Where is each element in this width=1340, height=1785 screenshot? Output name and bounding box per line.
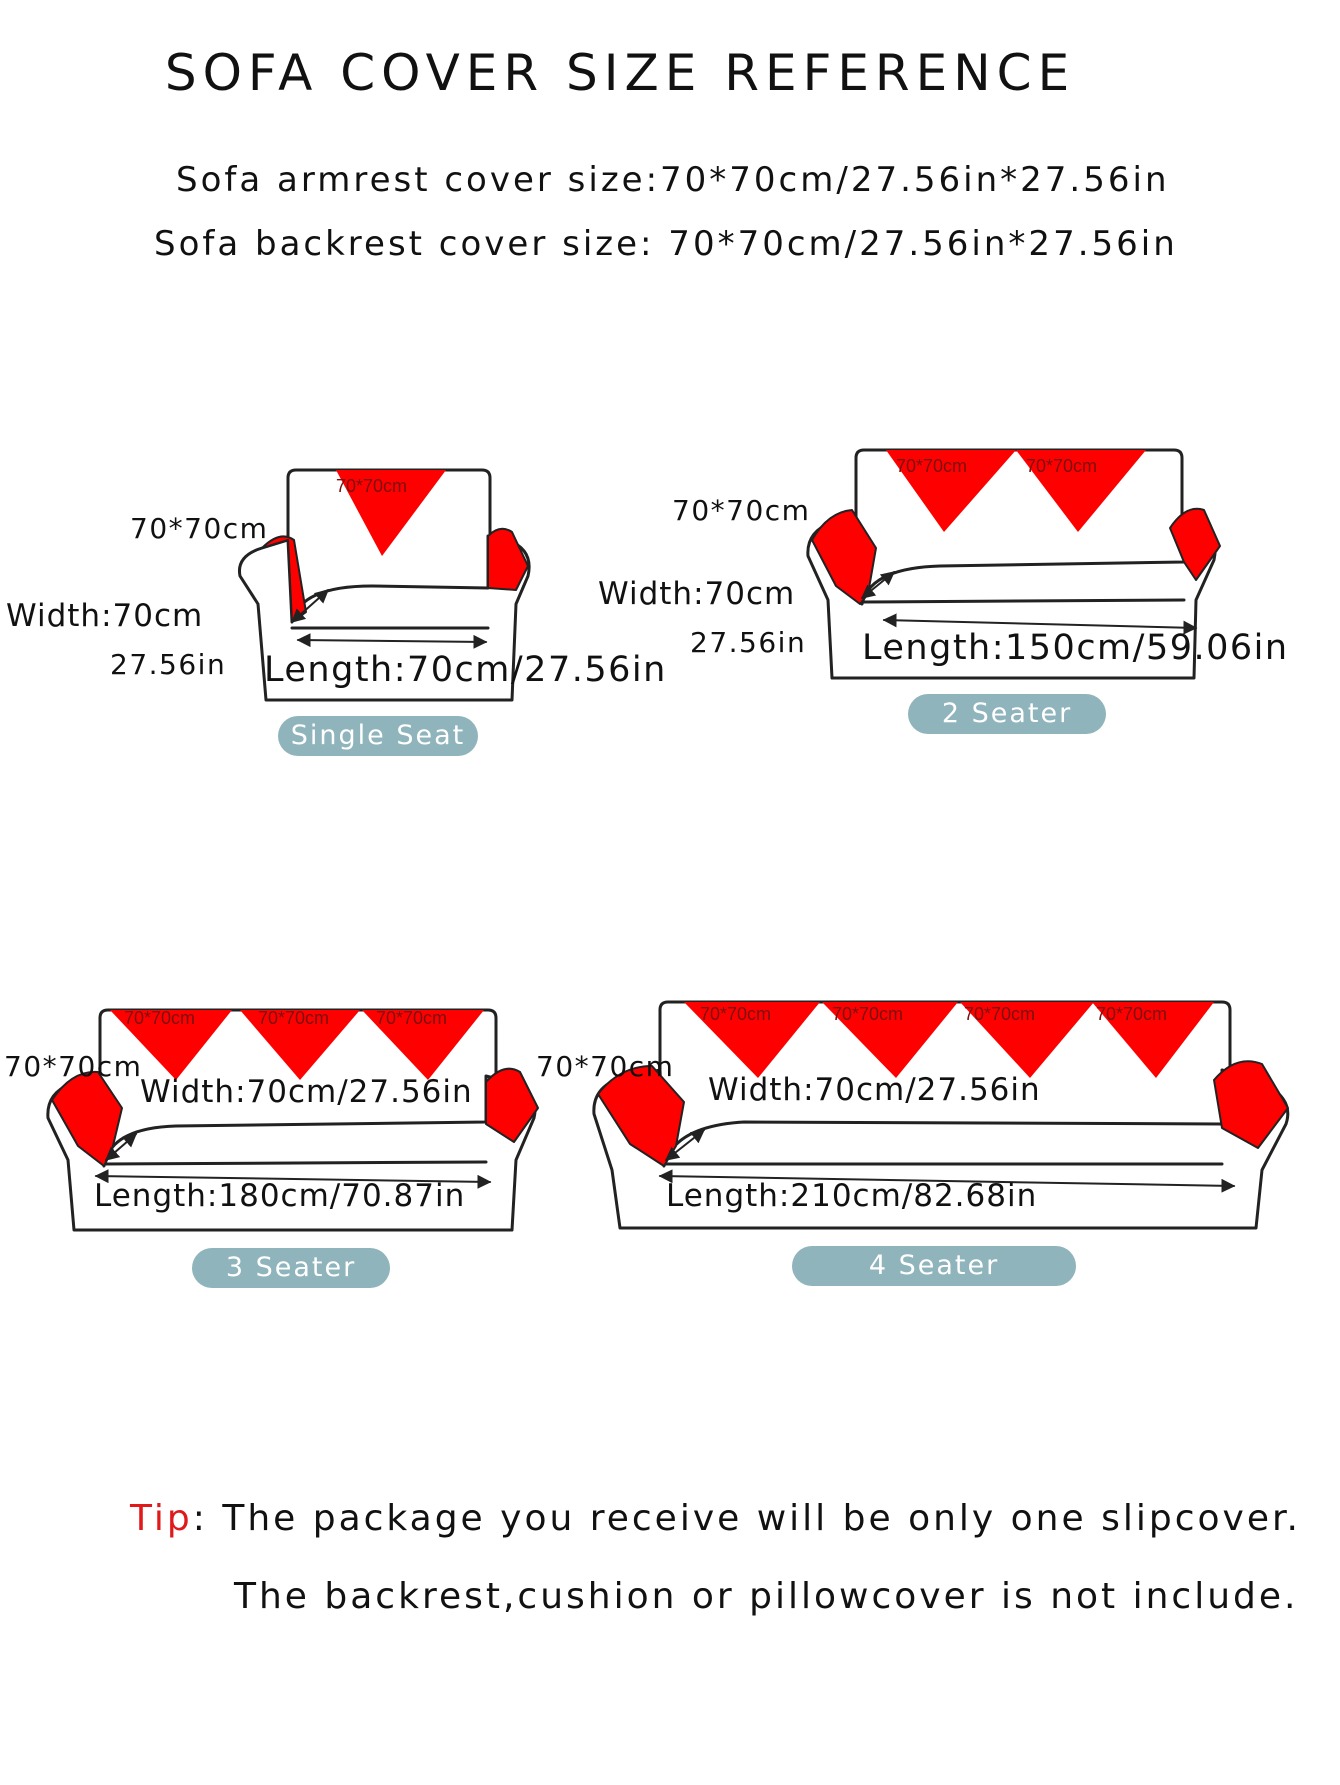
tip-line-2: The backrest,cushion or pillowcover is not include.	[234, 1576, 1299, 1617]
backrest-size-line: Sofa backrest cover size: 70*70cm/27.56in*27.56in	[154, 224, 1178, 264]
two-seater-badge: 2 Seater	[908, 694, 1106, 734]
tip-prefix: Tip	[130, 1498, 193, 1539]
single-triangle-label: 70*70cm	[336, 476, 408, 496]
three-triangle-label-2: 70*70cm	[258, 1008, 330, 1028]
two-triangle-label-1: 70*70cm	[896, 456, 968, 476]
two-width-label: Width:70cm	[598, 576, 796, 612]
single-width-in: 27.56in	[110, 648, 227, 681]
four-seater-badge: 4 Seater	[792, 1246, 1076, 1286]
page-title: SOFA COVER SIZE REFERENCE	[164, 44, 1076, 102]
two-length-arrow	[884, 620, 1196, 628]
two-length-label: Length:150cm/59.06in	[862, 628, 1289, 668]
four-triangle-label-3: 70*70cm	[964, 1004, 1036, 1024]
two-arm-right	[1170, 509, 1220, 580]
armrest-size-line: Sofa armrest cover size:70*70cm/27.56in*27.56in	[176, 160, 1170, 200]
three-seater-badge: 3 Seater	[192, 1248, 390, 1288]
four-triangle-label-1: 70*70cm	[700, 1004, 772, 1024]
three-length-label: Length:180cm/70.87in	[94, 1178, 466, 1214]
two-width-in: 27.56in	[690, 626, 807, 659]
tip-line-1	[130, 1498, 1301, 1539]
four-length-label: Length:210cm/82.68in	[666, 1178, 1038, 1214]
four-triangle-label-2: 70*70cm	[832, 1004, 904, 1024]
two-triangle-label-2: 70*70cm	[1026, 456, 1098, 476]
two-arm-label: 70*70cm	[672, 494, 811, 527]
three-width-label: Width:70cm/27.56in	[140, 1074, 473, 1110]
single-arm-right	[488, 529, 528, 590]
two-arm-left	[812, 510, 876, 604]
single-arm-left	[262, 536, 306, 622]
four-width-label: Width:70cm/27.56in	[708, 1072, 1041, 1108]
four-triangle-label-4: 70*70cm	[1096, 1004, 1168, 1024]
three-arm-label: 70*70cm	[4, 1050, 143, 1083]
three-triangle-label-1: 70*70cm	[124, 1008, 196, 1028]
four-arm-right	[1214, 1061, 1288, 1148]
three-triangle-label-3: 70*70cm	[376, 1008, 448, 1028]
single-length-arrow	[298, 640, 486, 642]
three-arm-right	[486, 1069, 538, 1142]
single-seat-badge: Single Seat	[278, 716, 478, 756]
single-width-label: Width:70cm	[6, 598, 204, 634]
single-length-label: Length:70cm/27.56in	[264, 650, 667, 690]
four-arm-label: 70*70cm	[536, 1050, 675, 1083]
tip-text-1: : The package you receive will be only one slipcover.	[192, 1498, 1301, 1539]
single-arm-label: 70*70cm	[130, 512, 269, 545]
